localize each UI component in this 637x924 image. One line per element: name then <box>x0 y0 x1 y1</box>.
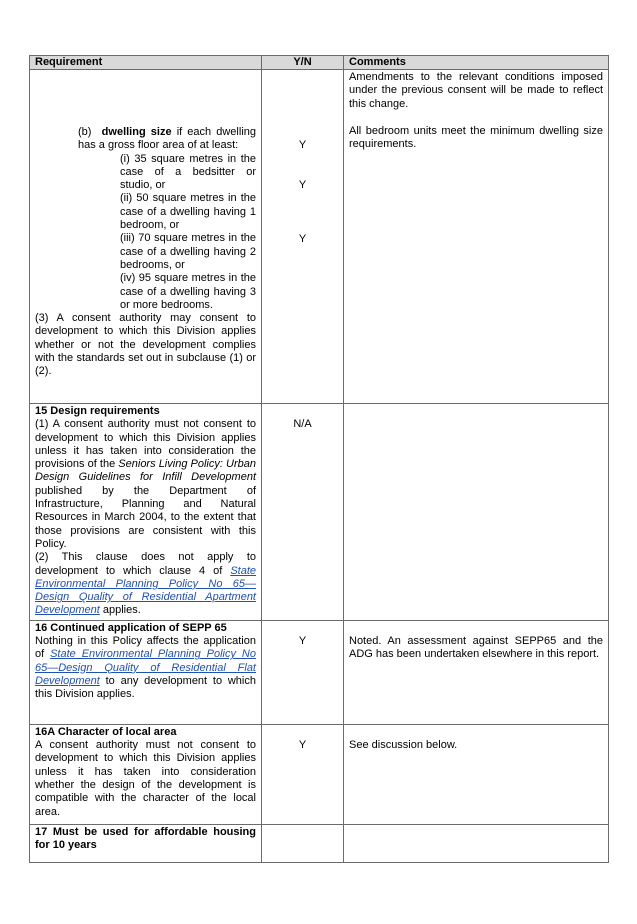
clause-title: 16 Continued application of SEPP 65 <box>35 621 227 634</box>
header-row <box>30 56 609 70</box>
table-row <box>30 724 609 824</box>
yn-cell <box>262 724 344 824</box>
comment-text: All bedroom units meet the minimum dwelling size requirements. <box>349 124 603 151</box>
comments-cell <box>344 620 609 724</box>
yn-cell <box>262 824 344 862</box>
sepp65-link[interactable]: State Environmental Planning Policy No 65—Design Quality of Residential Flat Development <box>35 648 256 687</box>
yn-cell <box>262 620 344 724</box>
requirement-cell <box>30 70 262 404</box>
clause-b: (b) dwelling size if each dwelling has a gross floor area of at least: <box>78 126 256 152</box>
table-row <box>30 70 609 404</box>
yn-cell <box>262 404 344 621</box>
clause-title: 17 Must be used for affordable housing for 10 years <box>35 825 256 852</box>
yn-cell <box>262 70 344 404</box>
sub-clause-iv: (iv) 95 square metres in the case of a dwelling having 3 or more bedrooms. <box>120 272 256 311</box>
subclause-1: (1) A consent authority must not consent to development to which this Division applies unless it has taken into consideration the provisions of the Seniors Living Policy: Urban Design Guidelines for Infill Development published by the Department of Infrastructure, Planning and Natural Resources in March 2004, to the extent that those provisions are consistent with this Policy. <box>35 418 256 550</box>
yn-value: N/A <box>293 418 312 430</box>
comments-cell <box>344 824 609 862</box>
requirement-cell <box>30 620 262 724</box>
comment-text: Amendments to the relevant conditions imposed under the previous consent will be made to reflect this change. <box>349 71 603 110</box>
yn-value: Y <box>298 139 307 151</box>
sub-clause-iii: (iii) 70 square metres in the case of a dwelling having 2 bedrooms, or <box>120 232 256 271</box>
requirements-table <box>29 55 609 863</box>
clause-title: 16A Character of local area <box>35 725 177 738</box>
header-requirement: Requirement <box>30 56 262 70</box>
comments-cell <box>344 404 609 621</box>
clause-text: Nothing in this Policy affects the application of State Environmental Planning Policy No 65—Design Quality of Residential Flat Development to any development to which this Division applies. <box>35 635 256 701</box>
yn-value: Y <box>298 232 307 245</box>
requirement-cell <box>30 824 262 862</box>
dwelling-size-term: dwelling size <box>101 126 172 138</box>
clause-title: 15 Design requirements <box>35 405 160 417</box>
comments-cell <box>344 70 609 404</box>
requirement-cell <box>30 404 262 621</box>
comment-text: See discussion below. <box>349 738 458 751</box>
sub-clause-ii: (ii) 50 square metres in the case of a dwelling having 1 bedroom, or <box>120 192 256 232</box>
requirement-cell <box>30 724 262 824</box>
table-row <box>30 620 609 724</box>
comment-text: Noted. An assessment against SEPP65 and the ADG has been undertaken elsewhere in this report. <box>349 634 603 661</box>
subclause-3: (3) A consent authority may consent to development to which this Division applies whether or not the development complies with the standards set out in subclause (1) or (2). <box>35 312 256 378</box>
yn-value: Y <box>298 179 307 192</box>
subclause-2: (2) This clause does not apply to development to which clause 4 of State Environmental Planning Policy No 65—Design Quality of Residential Apartment Development applies. <box>35 551 256 617</box>
sub-clause-i: (i) 35 square metres in the case of a bedsitter or studio, or <box>120 152 256 192</box>
yn-value: Y <box>298 634 307 647</box>
clause-text: A consent authority must not consent to development to which this Division applies unless it has taken into consideration whether the design of the development is compatible with the character of the local area. <box>35 739 256 818</box>
header-yn: Y/N <box>262 56 344 70</box>
table-row <box>30 824 609 862</box>
header-comments: Comments <box>344 56 609 70</box>
yn-value: Y <box>298 738 307 751</box>
comments-cell <box>344 724 609 824</box>
sepp65-link[interactable]: State Environmental Planning Policy No 65—Design Quality of Residential Apartment Development <box>35 564 256 617</box>
table-row <box>30 404 609 621</box>
